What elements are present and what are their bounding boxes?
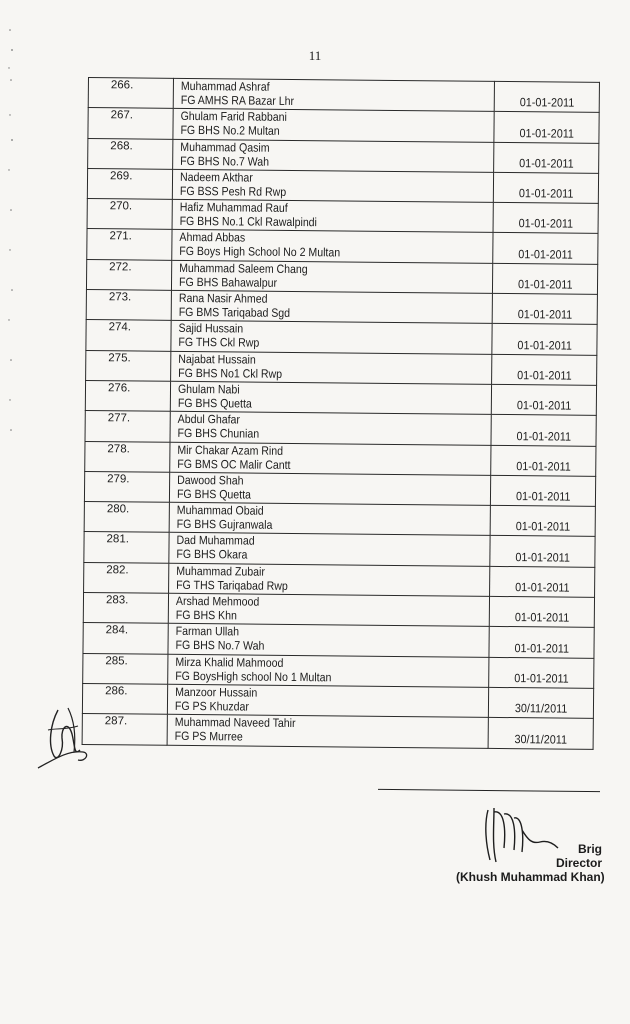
person-cell xyxy=(169,563,490,596)
person-cell xyxy=(167,715,488,748)
table-row xyxy=(82,714,593,749)
row-number: 272. xyxy=(86,259,171,290)
row-number: 267. xyxy=(88,108,173,139)
school-name: FG BHS No1 Ckl Rwp xyxy=(178,365,283,381)
date-cell xyxy=(492,324,597,355)
staff-table xyxy=(82,77,600,749)
effective-date: 01-01-2011 xyxy=(513,671,569,686)
school-name: FG BHS No.7 Wah xyxy=(175,638,265,654)
table-row xyxy=(83,593,594,628)
row-number: 277. xyxy=(85,411,170,442)
effective-date: 01-01-2011 xyxy=(517,337,572,353)
effective-date: 30/11/2011 xyxy=(514,731,567,747)
table-row xyxy=(85,411,596,446)
person-name: Farman Ullah xyxy=(175,624,240,639)
school-name: FG BMS OC Malir Cantt xyxy=(177,456,291,472)
person-cell xyxy=(168,624,489,657)
date-cell xyxy=(494,81,599,112)
row-number: 279. xyxy=(84,471,169,502)
effective-date: 01-01-2011 xyxy=(515,549,570,565)
signatory-rank: Brig xyxy=(578,842,602,856)
date-cell xyxy=(490,536,595,567)
person-name: Ahmad Abbas xyxy=(179,230,246,246)
person-name: Muhammad Obaid xyxy=(176,503,264,518)
school-name: FG BHS Quetta xyxy=(177,395,252,411)
person-cell xyxy=(168,654,489,687)
signatory-name: (Khush Muhammad Khan) xyxy=(456,870,605,884)
date-cell xyxy=(492,293,597,324)
table-row xyxy=(88,138,599,173)
row-number: 281. xyxy=(84,532,169,563)
school-name: FG THS Tariqabad Rwp xyxy=(176,577,288,593)
row-number: 274. xyxy=(86,320,171,351)
person-name: Manzoor Hussain xyxy=(175,684,258,700)
person-cell xyxy=(171,260,492,293)
scan-margin-marks xyxy=(4,20,18,445)
person-name: Arshad Mehmood xyxy=(175,593,260,609)
date-cell xyxy=(491,384,596,415)
row-number: 266. xyxy=(88,78,173,109)
row-number: 276. xyxy=(85,380,170,411)
school-name: FG BHS Quetta xyxy=(176,486,252,502)
effective-date: 01-01-2011 xyxy=(515,458,571,474)
date-cell xyxy=(490,475,595,506)
person-cell xyxy=(167,684,488,717)
school-name: FG BHS Khn xyxy=(175,607,237,623)
date-cell xyxy=(488,718,593,749)
date-cell xyxy=(491,415,596,446)
person-cell xyxy=(172,230,493,263)
table-row xyxy=(88,108,599,143)
row-number: 284. xyxy=(83,623,168,654)
date-cell xyxy=(494,112,599,143)
row-number: 286. xyxy=(82,683,167,714)
person-name: Muhammad Saleem Chang xyxy=(179,260,308,276)
effective-date: 01-01-2011 xyxy=(516,368,572,383)
table-row xyxy=(88,78,599,113)
date-cell xyxy=(490,566,595,597)
director-signature-block xyxy=(456,800,605,885)
effective-date: 01-01-2011 xyxy=(516,398,572,413)
date-cell xyxy=(490,506,595,537)
person-name: Sajid Hussain xyxy=(178,321,244,336)
person-name: Mir Chakar Azam Rind xyxy=(177,442,284,458)
person-cell xyxy=(168,593,489,626)
person-cell xyxy=(171,290,492,323)
school-name: FG BoysHigh school No 1 Multan xyxy=(175,668,332,685)
table-row xyxy=(84,471,595,506)
person-cell xyxy=(173,78,494,111)
person-cell xyxy=(169,533,490,566)
effective-date: 01-01-2011 xyxy=(518,216,573,232)
school-name: FG PS Murree xyxy=(174,729,243,744)
school-name: FG BHS Chunian xyxy=(177,426,260,441)
effective-date: 01-01-2011 xyxy=(515,519,570,535)
person-name: Nadeem Akthar xyxy=(179,169,253,185)
table-row xyxy=(86,320,597,355)
school-name: FG BHS No.7 Wah xyxy=(180,153,270,169)
effective-date: 01-01-2011 xyxy=(517,277,573,292)
person-cell xyxy=(170,412,491,445)
row-number: 269. xyxy=(87,168,172,199)
row-number: 278. xyxy=(85,441,170,472)
date-cell xyxy=(493,233,598,264)
person-name: Dawood Shah xyxy=(177,472,244,488)
signatory-title: Director xyxy=(556,856,603,870)
person-name: Dad Muhammad xyxy=(176,533,255,549)
school-name: FG THS Ckl Rwp xyxy=(178,335,260,351)
table-row xyxy=(87,229,598,264)
table-row xyxy=(86,259,597,294)
person-name: Abdul Ghafar xyxy=(177,412,241,427)
signature-divider xyxy=(378,789,600,792)
row-number: 282. xyxy=(84,562,169,593)
effective-date: 01-01-2011 xyxy=(516,428,571,444)
person-cell xyxy=(171,321,492,354)
effective-date: 01-01-2011 xyxy=(518,186,574,201)
effective-date: 01-01-2011 xyxy=(514,580,570,595)
person-cell xyxy=(173,109,494,142)
person-name: Ghulam Farid Rabbani xyxy=(180,109,287,125)
row-number: 273. xyxy=(86,290,171,321)
date-cell xyxy=(493,172,598,203)
row-number: 275. xyxy=(86,350,171,381)
effective-date: 01-01-2011 xyxy=(519,125,574,141)
school-name: FG BHS Gujranwala xyxy=(176,517,273,532)
school-name: FG BSS Pesh Rd Rwp xyxy=(179,183,287,199)
table-row xyxy=(86,290,597,325)
table-row xyxy=(82,683,593,718)
row-number: 271. xyxy=(87,229,172,260)
person-cell xyxy=(173,139,494,172)
date-cell xyxy=(489,627,594,658)
school-name: FG BHS Okara xyxy=(176,547,248,563)
effective-date: 01-01-2011 xyxy=(518,156,574,171)
row-number: 283. xyxy=(83,593,168,624)
school-name: FG BMS Tariqabad Sgd xyxy=(178,304,291,321)
person-name: Muhammad Ashraf xyxy=(180,78,270,94)
person-cell xyxy=(172,169,493,202)
person-name: Najabat Hussain xyxy=(178,351,256,367)
effective-date: 01-01-2011 xyxy=(515,489,571,504)
person-name: Hafiz Muhammad Rauf xyxy=(179,200,288,216)
director-signature xyxy=(470,800,560,880)
row-number: 285. xyxy=(83,653,168,684)
table-row xyxy=(84,502,595,537)
effective-date: 01-01-2011 xyxy=(514,610,570,625)
row-number: 287. xyxy=(82,714,167,745)
school-name: FG AMHS RA Bazar Lhr xyxy=(180,92,295,108)
row-number: 268. xyxy=(88,138,173,169)
date-cell xyxy=(491,445,596,476)
effective-date: 01-01-2011 xyxy=(517,307,573,323)
effective-date: 01-01-2011 xyxy=(519,95,575,110)
person-cell xyxy=(169,502,490,535)
table-row xyxy=(86,350,597,385)
row-number: 280. xyxy=(84,502,169,533)
person-cell xyxy=(169,472,490,505)
effective-date: 01-01-2011 xyxy=(514,640,569,656)
table-row xyxy=(84,562,595,597)
person-name: Rana Nasir Ahmed xyxy=(178,290,268,306)
page-number: 11 xyxy=(308,48,322,63)
school-name: FG BHS Bahawalpur xyxy=(178,274,278,290)
date-cell xyxy=(492,263,597,294)
date-cell xyxy=(492,354,597,385)
date-cell xyxy=(494,142,599,173)
table-row xyxy=(83,653,594,688)
effective-date: 30/11/2011 xyxy=(514,701,568,716)
person-name: Muhammad Zubair xyxy=(176,563,265,579)
table-row xyxy=(84,532,595,567)
person-cell xyxy=(171,351,492,384)
table-row xyxy=(83,623,594,658)
date-cell xyxy=(488,687,593,718)
person-name: Mirza Khalid Mahmood xyxy=(175,654,284,670)
person-name: Ghulam Nabi xyxy=(177,381,240,397)
date-cell xyxy=(489,657,594,688)
date-cell xyxy=(489,596,594,627)
table-row xyxy=(85,441,596,476)
table-row xyxy=(87,199,598,234)
table-row xyxy=(85,380,596,415)
person-cell xyxy=(170,381,491,414)
person-name: Muhammad Naveed Tahir xyxy=(174,715,296,731)
school-name: FG Boys High School No 2 Multan xyxy=(179,244,341,260)
margin-initials-signature xyxy=(28,690,108,785)
person-cell xyxy=(170,442,491,475)
school-name: FG PS Khuzdar xyxy=(174,698,249,714)
school-name: FG BHS No.2 Multan xyxy=(180,123,280,139)
person-cell xyxy=(172,200,493,233)
person-name: Muhammad Qasim xyxy=(180,139,270,155)
school-name: FG BHS No.1 Ckl Rawalpindi xyxy=(179,214,318,230)
date-cell xyxy=(493,203,598,234)
effective-date: 01-01-2011 xyxy=(518,246,573,262)
row-number: 270. xyxy=(87,199,172,230)
table-row xyxy=(87,168,598,203)
